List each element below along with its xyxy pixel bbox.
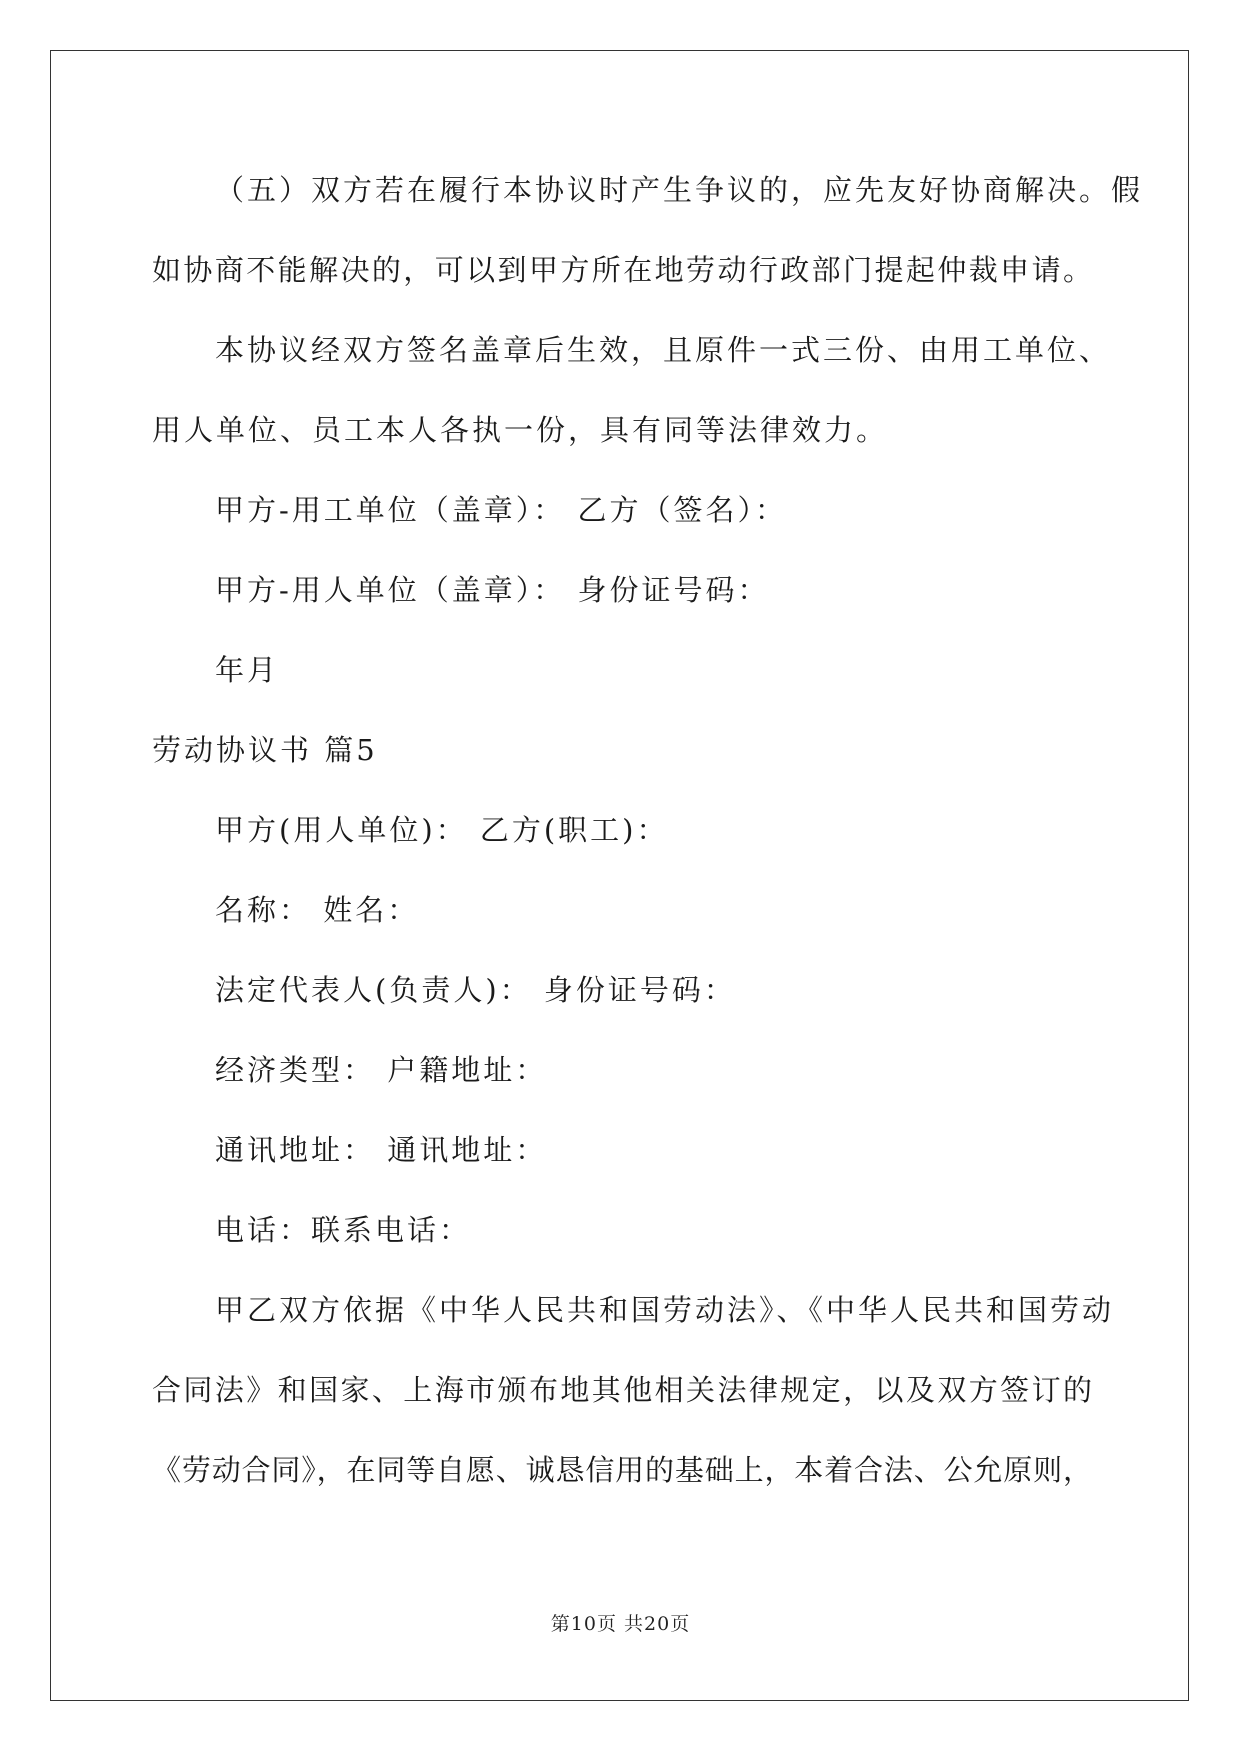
paragraph-line: 如协商不能解决的，可以到甲方所在地劳动行政部门提起仲裁申请。: [152, 253, 1092, 287]
field-line: 通讯地址： 通讯地址：: [215, 1133, 548, 1167]
paragraph-line: 本协议经双方签名盖章后生效，且原件一式三份、由用工单位、: [215, 333, 1112, 367]
field-line: 法定代表人(负责人)： 身份证号码：: [215, 973, 736, 1007]
signature-line: 甲方-用工单位（盖章）： 乙方（签名）：: [215, 493, 788, 527]
section-heading: 劳动协议书 篇5: [152, 733, 378, 767]
field-line: 电话：联系电话：: [215, 1213, 472, 1247]
date-line: 年月: [215, 653, 280, 687]
paragraph-line: 甲乙双方依据《中华人民共和国劳动法》、《中华人民共和国劳动: [215, 1293, 1115, 1327]
paragraph-line: 合同法》和国家、上海市颁布地其他相关法律规定，以及双方签订的: [152, 1373, 1092, 1407]
signature-line: 甲方-用人单位（盖章）： 身份证号码：: [215, 573, 770, 607]
field-line: 名称： 姓名：: [215, 893, 420, 927]
paragraph-line: （五）双方若在履行本协议时产生争议的，应先友好协商解决。假: [215, 173, 1144, 207]
page-footer: 第10页 共20页: [550, 1613, 691, 1635]
paragraph-line: 用人单位、员工本人各执一份，具有同等法律效力。: [152, 413, 889, 447]
field-line: 甲方(用人单位)： 乙方(职工)：: [215, 813, 669, 847]
field-line: 经济类型： 户籍地址：: [215, 1053, 548, 1087]
paragraph-line: 《劳动合同》，在同等自愿、诚恳信用的基础上，本着合法、公允原则，: [152, 1453, 1092, 1487]
